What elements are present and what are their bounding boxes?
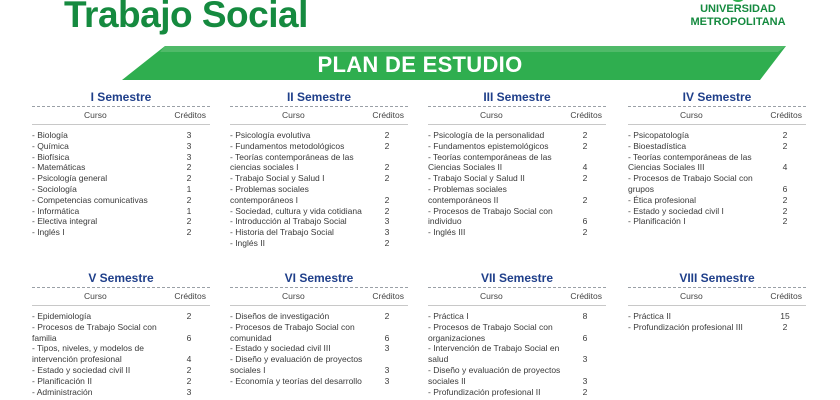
header-divider xyxy=(230,124,408,125)
course-credits: 1 xyxy=(186,205,192,216)
dashed-divider xyxy=(628,287,806,288)
course-row xyxy=(32,387,210,398)
course-credits: 3 xyxy=(384,343,390,354)
course-credits: 2 xyxy=(384,140,390,151)
course-name: - Profundización profesional II xyxy=(428,386,541,397)
table-header xyxy=(628,291,806,305)
course-name: - Planificación II xyxy=(32,375,92,386)
course-credits: 2 xyxy=(384,237,390,248)
course-name: - Economía y teorías del desarrollo xyxy=(230,375,362,386)
column-header-course: Curso xyxy=(282,291,305,301)
course-credits: 2 xyxy=(384,205,390,216)
course-row xyxy=(230,141,408,152)
semester-block xyxy=(428,271,606,397)
course-name: - Práctica I xyxy=(428,311,469,321)
header-divider xyxy=(628,305,806,306)
header-divider xyxy=(32,124,210,125)
column-header-credits: Créditos xyxy=(570,291,602,301)
course-name: - Procesos de Trabajo Social con familia xyxy=(32,321,157,343)
semester-block xyxy=(628,90,806,227)
semester-block xyxy=(628,271,806,333)
course-name: - Teorías contemporáneas de las Ciencias Sociales III xyxy=(628,151,752,173)
course-row xyxy=(428,130,606,141)
course-name: - Profundización profesional III xyxy=(628,321,743,332)
course-row xyxy=(230,311,408,322)
course-row xyxy=(32,173,210,184)
course-credits: 8 xyxy=(582,311,588,321)
table-header xyxy=(230,291,408,305)
column-header-course: Curso xyxy=(480,291,503,301)
dashed-divider xyxy=(32,106,210,107)
header-divider xyxy=(32,305,210,306)
header xyxy=(0,0,840,82)
course-list xyxy=(628,311,806,333)
course-row xyxy=(628,141,806,152)
course-row xyxy=(628,130,806,141)
course-row xyxy=(230,238,408,249)
table-header xyxy=(32,291,210,305)
course-row xyxy=(230,216,408,227)
course-credits: 3 xyxy=(582,375,588,386)
course-name: - Estado y sociedad civil I xyxy=(628,205,724,216)
course-credits: 2 xyxy=(782,140,788,151)
column-header-credits: Créditos xyxy=(770,110,802,120)
course-credits: 6 xyxy=(782,183,788,194)
course-credits: 2 xyxy=(186,227,192,238)
course-name: - Competencias comunicativas xyxy=(32,194,148,205)
course-credits: 2 xyxy=(782,216,788,227)
course-row xyxy=(230,173,408,184)
course-name: - Trabajo Social y Salud I xyxy=(230,173,325,184)
semester-block xyxy=(32,90,210,238)
course-credits: 2 xyxy=(582,173,588,184)
course-credits: 1 xyxy=(186,183,192,194)
course-name: - Historia del Trabajo Social xyxy=(230,227,334,238)
course-credits: 2 xyxy=(384,130,390,140)
course-list xyxy=(230,311,408,387)
course-credits: 2 xyxy=(186,364,192,375)
course-name: - Introducción al Trabajo Social xyxy=(230,216,347,227)
course-row xyxy=(628,311,806,322)
header-divider xyxy=(628,124,806,125)
semester-block xyxy=(32,271,210,397)
page-title: Trabajo Social xyxy=(64,0,308,35)
course-credits: 2 xyxy=(582,140,588,151)
course-name: - Sociología xyxy=(32,183,77,194)
course-credits: 2 xyxy=(186,375,192,386)
course-name: - Química xyxy=(32,140,69,151)
course-name: - Estado y sociedad civil III xyxy=(230,343,331,354)
university-line-1: UNIVERSIDAD xyxy=(700,3,776,15)
course-row xyxy=(428,343,606,365)
semester-title: I Semestre xyxy=(90,90,152,104)
course-list xyxy=(428,130,606,238)
column-header-credits: Créditos xyxy=(372,291,404,301)
table-header xyxy=(230,110,408,124)
column-header-course: Curso xyxy=(480,110,503,120)
course-name: - Fundamentos metodológicos xyxy=(230,140,345,151)
course-credits: 2 xyxy=(186,173,192,184)
table-header xyxy=(32,110,210,124)
course-credits: 2 xyxy=(186,216,192,227)
course-name: - Psicopatología xyxy=(628,130,689,140)
course-row xyxy=(32,206,210,217)
course-credits: 2 xyxy=(782,130,788,140)
course-credits: 3 xyxy=(384,216,390,227)
course-credits: 6 xyxy=(582,332,588,343)
course-name: - Práctica II xyxy=(628,311,671,321)
course-list xyxy=(230,130,408,249)
course-name: - Procesos de Trabajo Social con comunidad xyxy=(230,321,355,343)
course-name: - Diseños de investigación xyxy=(230,311,330,321)
course-name: - Estado y sociedad civil II xyxy=(32,364,131,375)
course-row xyxy=(230,152,408,174)
course-row xyxy=(628,152,806,174)
semester-title: VII Semestre xyxy=(480,271,554,285)
course-credits: 2 xyxy=(782,205,788,216)
course-row xyxy=(428,152,606,174)
dashed-divider xyxy=(230,287,408,288)
course-list xyxy=(32,311,210,397)
course-name: - Procesos de Trabajo Social con organizaciones xyxy=(428,321,553,343)
course-name: - Epidemiología xyxy=(32,311,92,321)
course-row xyxy=(230,322,408,344)
course-name: - Biología xyxy=(32,130,68,140)
header-divider xyxy=(428,124,606,125)
course-credits: 2 xyxy=(582,227,588,238)
course-row xyxy=(32,162,210,173)
course-name: - Psicología evolutiva xyxy=(230,130,311,140)
course-credits: 6 xyxy=(582,216,588,227)
course-name: - Problemas sociales contemporáneos II xyxy=(428,183,507,205)
course-row xyxy=(32,216,210,227)
course-name: - Planificación I xyxy=(628,216,686,227)
course-name: - Informática xyxy=(32,205,80,216)
dashed-divider xyxy=(428,287,606,288)
course-row xyxy=(428,387,606,398)
dashed-divider xyxy=(428,106,606,107)
semester-title: VI Semestre xyxy=(284,271,354,285)
course-row xyxy=(230,376,408,387)
course-credits: 6 xyxy=(186,332,192,343)
course-name: - Bioestadística xyxy=(628,140,687,151)
course-credits: 2 xyxy=(384,162,390,173)
course-row xyxy=(230,343,408,354)
course-credits: 3 xyxy=(186,386,192,397)
course-row xyxy=(428,227,606,238)
semester-title: VIII Semestre xyxy=(679,271,755,285)
column-header-course: Curso xyxy=(84,291,107,301)
course-name: - Diseño y evaluación de proyectos sociales I xyxy=(230,354,363,375)
course-row xyxy=(32,130,210,141)
course-row xyxy=(628,322,806,333)
course-credits: 4 xyxy=(186,354,192,365)
course-row xyxy=(428,173,606,184)
course-credits: 2 xyxy=(582,386,588,397)
course-credits: 3 xyxy=(384,364,390,375)
semester-title: V Semestre xyxy=(88,271,154,285)
course-row xyxy=(428,141,606,152)
column-header-credits: Créditos xyxy=(372,110,404,120)
course-row xyxy=(230,206,408,217)
course-credits: 3 xyxy=(582,354,588,365)
course-row xyxy=(230,354,408,376)
course-row xyxy=(32,141,210,152)
course-credits: 2 xyxy=(186,194,192,205)
table-header xyxy=(428,291,606,305)
course-credits: 3 xyxy=(186,151,192,162)
course-name: - Fundamentos epistemológicos xyxy=(428,140,549,151)
course-row xyxy=(628,216,806,227)
column-header-credits: Créditos xyxy=(570,110,602,120)
course-row xyxy=(230,227,408,238)
course-credits: 2 xyxy=(782,194,788,205)
dashed-divider xyxy=(628,106,806,107)
course-credits: 3 xyxy=(384,375,390,386)
header-divider xyxy=(230,305,408,306)
course-credits: 2 xyxy=(384,194,390,205)
table-header xyxy=(628,110,806,124)
course-credits: 3 xyxy=(186,130,192,140)
course-row xyxy=(628,206,806,217)
dashed-divider xyxy=(230,106,408,107)
semester-block xyxy=(428,90,606,238)
column-header-course: Curso xyxy=(84,110,107,120)
course-row xyxy=(32,227,210,238)
dashed-divider xyxy=(32,287,210,288)
course-name: - Ética profesional xyxy=(628,194,697,205)
course-name: - Electiva integral xyxy=(32,216,98,227)
course-name: - Diseño y evaluación de proyectos sociales II xyxy=(428,364,561,386)
course-name: - Administración xyxy=(32,386,93,397)
semester-title: III Semestre xyxy=(483,90,551,104)
course-name: - Procesos de Trabajo Social con grupos xyxy=(628,173,753,194)
semester-block xyxy=(230,90,408,249)
course-row xyxy=(628,173,806,195)
course-name: - Matemáticas xyxy=(32,162,86,173)
course-row xyxy=(32,322,210,344)
course-name: - Psicología de la personalidad xyxy=(428,130,545,140)
course-credits: 2 xyxy=(582,130,588,140)
semester-block xyxy=(230,271,408,387)
course-credits: 3 xyxy=(186,140,192,151)
course-credits: 2 xyxy=(782,321,788,332)
column-header-credits: Créditos xyxy=(174,110,206,120)
course-credits: 2 xyxy=(186,162,192,173)
course-row xyxy=(230,184,408,206)
course-row xyxy=(32,184,210,195)
course-row xyxy=(32,195,210,206)
course-name: - Problemas sociales contemporáneos I xyxy=(230,183,309,205)
course-name: - Psicología general xyxy=(32,173,108,184)
column-header-course: Curso xyxy=(680,291,703,301)
course-credits: 4 xyxy=(582,162,588,173)
course-credits: 6 xyxy=(384,332,390,343)
semester-title: II Semestre xyxy=(286,90,352,104)
course-name: - Teorías contemporáneas de las Ciencias Sociales II xyxy=(428,151,552,173)
course-credits: 2 xyxy=(582,194,588,205)
course-name: - Sociedad, cultura y vida cotidiana xyxy=(230,205,362,216)
course-name: - Tipos, niveles, y modelos de intervención profesional xyxy=(32,343,144,365)
course-row xyxy=(428,311,606,322)
course-credits: 2 xyxy=(186,311,192,321)
course-row xyxy=(230,130,408,141)
course-row xyxy=(32,376,210,387)
column-header-credits: Créditos xyxy=(770,291,802,301)
university-line-2: METROPOLITANA xyxy=(690,16,786,28)
course-name: - Biofísica xyxy=(32,151,70,162)
table-header xyxy=(428,110,606,124)
header-divider xyxy=(428,305,606,306)
column-header-course: Curso xyxy=(282,110,305,120)
course-row xyxy=(428,365,606,387)
column-header-credits: Créditos xyxy=(174,291,206,301)
course-row xyxy=(32,152,210,163)
course-name: - Trabajo Social y Salud II xyxy=(428,173,525,184)
course-credits: 15 xyxy=(780,311,790,321)
course-row xyxy=(428,184,606,206)
banner-title: PLAN DE ESTUDIO xyxy=(317,52,523,77)
course-list xyxy=(32,130,210,238)
course-name: - Inglés I xyxy=(32,227,65,238)
column-header-course: Curso xyxy=(680,110,703,120)
course-name: - Intervención de Trabajo Social en salud xyxy=(428,343,560,365)
course-credits: 3 xyxy=(384,227,390,238)
course-name: - Procesos de Trabajo Social con individuo xyxy=(428,205,553,227)
course-row xyxy=(32,311,210,322)
course-list xyxy=(628,130,806,227)
course-row xyxy=(32,343,210,365)
course-name: - Inglés II xyxy=(230,237,265,248)
course-name: - Teorías contemporáneas de las ciencias sociales I xyxy=(230,151,354,173)
semester-title: IV Semestre xyxy=(682,90,752,104)
course-name: - Inglés III xyxy=(428,227,466,238)
course-row xyxy=(628,195,806,206)
course-row xyxy=(428,206,606,228)
course-credits: 4 xyxy=(782,162,788,173)
course-list xyxy=(428,311,606,397)
course-credits: 2 xyxy=(384,173,390,184)
course-row xyxy=(428,322,606,344)
course-row xyxy=(32,365,210,376)
course-credits: 2 xyxy=(384,311,390,321)
